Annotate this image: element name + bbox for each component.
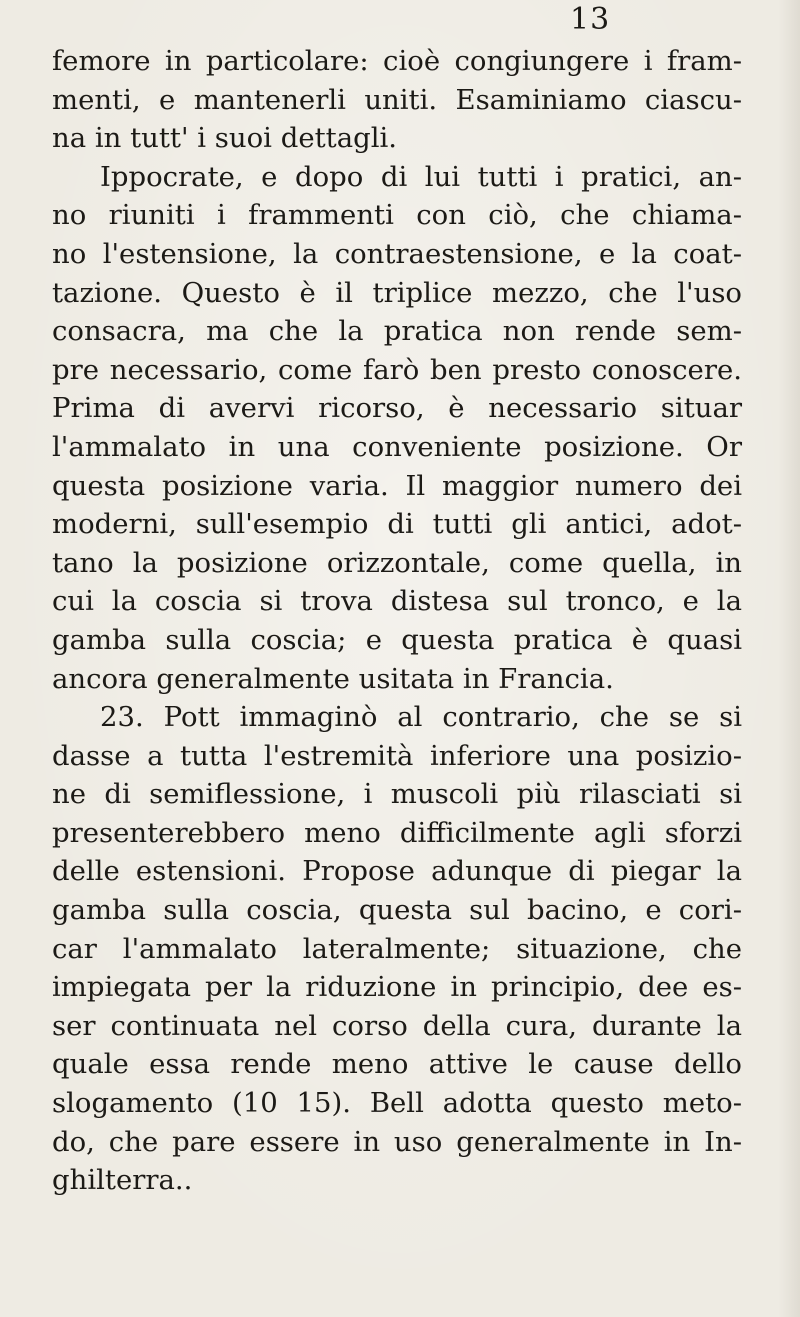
text-line: gamba sulla coscia, questa sul bacino, e cori- [52, 894, 742, 927]
text-line: delle estensioni. Propose adunque di piegar la [52, 855, 742, 888]
text-line: gamba sulla coscia; e questa pratica è quasi [52, 623, 742, 656]
text-line: cui la coscia si trova distesa sul tronco, e la [52, 585, 742, 618]
page-edge-shadow [778, 0, 800, 1317]
text-line: tazione. Questo è il triplice mezzo, che l'uso [52, 276, 742, 309]
text-line: l'ammalato in una conveniente posizione. Or [52, 430, 742, 463]
text-line: consacra, ma che la pratica non rende sem- [52, 315, 742, 348]
text-line: quale essa rende meno attive le cause dello [52, 1048, 742, 1081]
text-line: pre necessario, come farò ben presto conoscere. [52, 353, 742, 386]
text-line: ser continuata nel corso della cura, durante la [52, 1009, 742, 1042]
paragraph-start-line: 23. Pott immaginò al contrario, che se si [100, 701, 742, 734]
text-line: menti, e mantenerli uniti. Esaminiamo ciascu- [52, 83, 742, 116]
text-line: presenterebbero meno difficilmente agli sforzi [52, 816, 742, 849]
text-line: dasse a tutta l'estremità inferiore una posizio- [52, 739, 742, 772]
text-line: slogamento (10 15). Bell adotta questo meto- [52, 1087, 742, 1120]
text-line: Prima di avervi ricorso, è necessario situar [52, 392, 742, 425]
page-number: 13 [570, 2, 611, 37]
text-line: ghilterra.. [52, 1164, 193, 1197]
text-line: impiegata per la riduzione in principio, dee es- [52, 971, 742, 1004]
text-line: questa posizione varia. Il maggior numero dei [52, 469, 742, 502]
text-line: moderni, sull'esempio di tutti gli antici, adot- [52, 508, 742, 541]
text-line: car l'ammalato lateralmente; situazione, che [52, 932, 742, 965]
text-line: femore in particolare: cioè congiungere i fram- [52, 45, 742, 77]
text-line: do, che pare essere in uso generalmente in In- [52, 1125, 742, 1158]
paragraph-start-line: Ippocrate, e dopo di lui tutti i pratici, an- [100, 160, 742, 193]
text-line: ancora generalmente usitata in Francia. [52, 662, 614, 695]
text-line: tano la posizione orizzontale, come quella, in [52, 546, 742, 579]
text-line: no riuniti i frammenti con ciò, che chiama- [52, 199, 742, 232]
text-line: no l'estensione, la contraestensione, e la coat- [52, 237, 742, 270]
text-line: ne di semiflessione, i muscoli più rilasciati si [52, 778, 742, 811]
text-line: na in tutt' i suoi dettagli. [52, 122, 398, 155]
body-text [52, 42, 742, 1200]
